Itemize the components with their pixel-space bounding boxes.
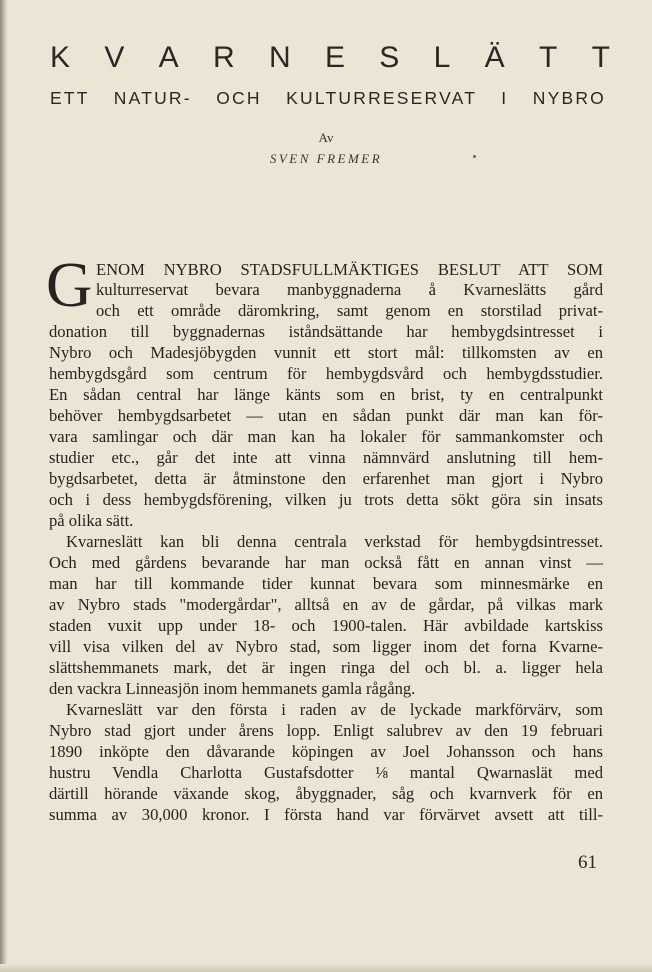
author-name: SVEN FREMER (269, 151, 383, 166)
text-line: av Nybro stads "modergårdar", alltså en av de gårdar, på vilkas mark (49, 595, 603, 614)
title-letter: T (591, 41, 610, 74)
byline-label: Av (318, 130, 334, 145)
text-line: Och med gårdens bevarande har man också fått en annan vinst — (49, 553, 603, 572)
title-letter: Ä (484, 41, 505, 74)
text-line: vara samlingar och där man kan ha lokaler för sammankomster och (49, 427, 603, 446)
text-line: summa av 30,000 kronor. I första hand var förvärvet avsett att till- (49, 805, 603, 824)
text-line: därtill hörande växande skog, åbyggnader, såg och kvarnverk för en (49, 784, 603, 803)
title-letter: N (268, 41, 291, 74)
title-letter: T (538, 41, 558, 74)
text-line: den vackra Linneasjön inom hemmanets gamla rågång. (49, 679, 416, 698)
text-line: och ett område däromkring, samt genom en storstilad privat- (96, 301, 603, 320)
title-letter: E (324, 41, 345, 74)
text-line: kulturreservat bevara manbyggnaderna å Kvarneslätts gård (96, 280, 603, 299)
text-line: bygdsarbetet, detta är åtminstone den erfarenhet man gjort i Nybro (49, 469, 603, 488)
text-line: donation till byggnadernas iståndsättande har hembygdsintresset i (49, 322, 603, 341)
text-line: på olika sätt. (49, 511, 134, 530)
title-letter: R (212, 41, 235, 74)
text-line: Nybro stad gjort under årens lopp. Enligt salubrev av den 19 februari (49, 721, 603, 740)
print-speck (473, 155, 476, 158)
title-letter: K (50, 41, 71, 74)
text-line: 1890 inköpte den dåvarande köpingen av Joel Johansson och hans (49, 742, 603, 761)
article-subtitle: ETT NATUR- OCH KULTURRESERVAT I NYBRO (50, 88, 606, 108)
text-line: staden vuxit upp under 18- och 1900-talen. Här avbildade kartskiss (49, 616, 603, 635)
drop-cap: G (46, 249, 93, 320)
text-line: hustru Vendla Charlotta Gustafsdotter ⅛ mantal Qwarnaslät med (49, 763, 603, 782)
text-line: En sådan central har länge känts som en brist, ty en centralpunkt (49, 385, 603, 404)
title-letter: S (379, 41, 400, 74)
text-line: slättshemmanets mark, det är ingen ringa del och bl. a. ligger hela (49, 658, 603, 677)
text-line: hembygdsgård som centrum för hembygdsvård och hembygdsstudier. (49, 364, 603, 383)
article-title (50, 38, 610, 78)
text-line: ENOM NYBRO STADSFULLMÄKTIGES BESLUT ATT SOM (96, 260, 603, 279)
text-line: Kvarneslätt var den första i raden av de lyckade markförvärv, som (66, 700, 603, 719)
page-number: 61 (578, 852, 597, 873)
text-line: Kvarneslätt kan bli denna centrala verkstad för hembygdsintresset. (66, 532, 603, 551)
text-line: man har till kommande tider kunnat bevara som minnesmärke en (49, 574, 603, 593)
page-bottom-edge (0, 964, 652, 972)
title-letter: L (433, 41, 451, 74)
text-line: Nybro och Madesjöbygden vunnit ett stort mål: tillkomsten av en (49, 343, 603, 362)
title-letter: A (158, 41, 179, 74)
text-line: och i dess hembygdsförening, vilken ju trots detta sökt göra sin insats (49, 490, 603, 509)
title-letter: V (104, 41, 125, 74)
text-line: behöver hembygdsarbetet — utan en sådan punkt där man kan för- (49, 406, 603, 425)
text-line: vill visa vilken del av Nybro stad, som ligger inom det forna Kvarne- (49, 637, 603, 656)
text-line: studier etc., går det inte att vinna nämnvärd anslutning till hem- (49, 448, 603, 467)
